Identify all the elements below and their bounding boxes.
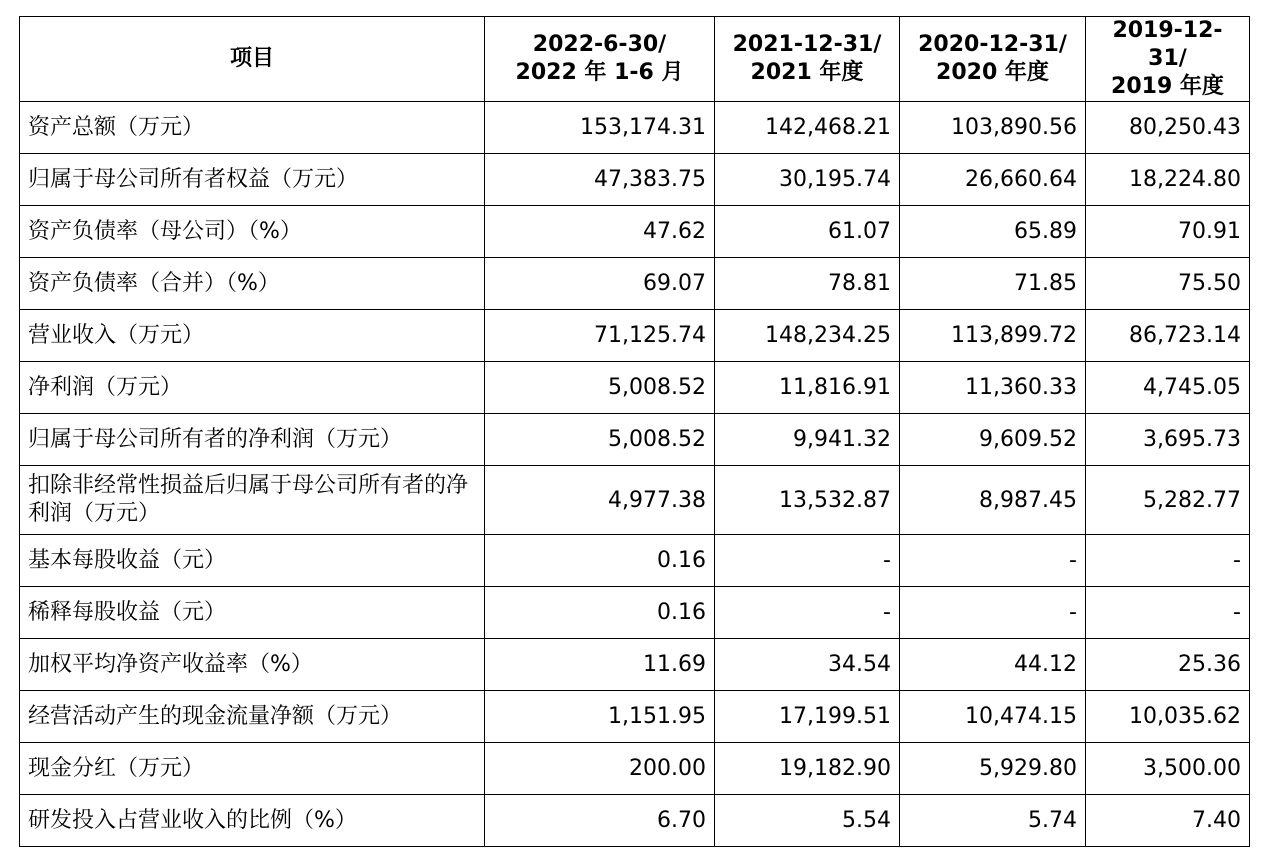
cell-value: 200.00 [485,743,715,795]
cell-value: 5,929.80 [900,743,1086,795]
cell-value: 142,468.21 [715,102,900,154]
row-label: 研发投入占营业收入的比例（%） [20,795,485,847]
row-label: 净利润（万元） [20,362,485,414]
cell-value: 18,224.80 [1086,154,1250,206]
cell-value: 4,745.05 [1086,362,1250,414]
header-2022h1: 2022-6-30/ 2022 年 1-6 月 [485,17,715,102]
cell-value: 5.74 [900,795,1086,847]
table-row [20,639,1250,691]
cell-value: - [1086,587,1250,639]
cell-value: 75.50 [1086,258,1250,310]
cell-value: 148,234.25 [715,310,900,362]
cell-value: 61.07 [715,206,900,258]
table-row [20,691,1250,743]
cell-value: 8,987.45 [900,466,1086,535]
header-2020: 2020-12-31/ 2020 年度 [900,17,1086,102]
cell-value: 0.16 [485,535,715,587]
cell-value: - [715,535,900,587]
cell-value: 1,151.95 [485,691,715,743]
cell-value: 11.69 [485,639,715,691]
cell-value: 19,182.90 [715,743,900,795]
row-label: 现金分红（万元） [20,743,485,795]
cell-value: 30,195.74 [715,154,900,206]
cell-value: 5,282.77 [1086,466,1250,535]
cell-value: 7.40 [1086,795,1250,847]
cell-value: 44.12 [900,639,1086,691]
cell-value: 11,816.91 [715,362,900,414]
table-row [20,795,1250,847]
table-row [20,414,1250,466]
cell-value: 17,199.51 [715,691,900,743]
cell-value: 71.85 [900,258,1086,310]
row-label: 资产负债率（合并）（%） [20,258,485,310]
row-label: 扣除非经常性损益后归属于母公司所有者的净利润（万元） [20,466,485,535]
cell-value: 80,250.43 [1086,102,1250,154]
row-label: 稀释每股收益（元） [20,587,485,639]
table-row [20,743,1250,795]
cell-value: 6.70 [485,795,715,847]
table-header-row [20,17,1250,102]
cell-value: 103,890.56 [900,102,1086,154]
cell-value: 47.62 [485,206,715,258]
row-label: 归属于母公司所有者权益（万元） [20,154,485,206]
row-label: 经营活动产生的现金流量净额（万元） [20,691,485,743]
table-row [20,362,1250,414]
financial-indicators-table [19,16,1250,847]
cell-value: 69.07 [485,258,715,310]
cell-value: 65.89 [900,206,1086,258]
cell-value: 153,174.31 [485,102,715,154]
cell-value: 3,500.00 [1086,743,1250,795]
row-label: 资产负债率（母公司）（%） [20,206,485,258]
cell-value: 71,125.74 [485,310,715,362]
row-label: 基本每股收益（元） [20,535,485,587]
row-label: 营业收入（万元） [20,310,485,362]
cell-value: 0.16 [485,587,715,639]
table-row [20,206,1250,258]
cell-value: 3,695.73 [1086,414,1250,466]
table-row [20,258,1250,310]
table-row [20,310,1250,362]
cell-value: 5.54 [715,795,900,847]
cell-value: - [900,587,1086,639]
table-row [20,154,1250,206]
cell-value: 86,723.14 [1086,310,1250,362]
cell-value: 25.36 [1086,639,1250,691]
row-label: 加权平均净资产收益率（%） [20,639,485,691]
header-2021: 2021-12-31/ 2021 年度 [715,17,900,102]
header-2019: 2019-12-31/ 2019 年度 [1086,17,1250,102]
cell-value: 70.91 [1086,206,1250,258]
cell-value: 9,941.32 [715,414,900,466]
cell-value: 10,035.62 [1086,691,1250,743]
cell-value: 4,977.38 [485,466,715,535]
financial-table-container [19,16,1250,847]
cell-value: 78.81 [715,258,900,310]
table-row [20,102,1250,154]
table-row [20,535,1250,587]
cell-value: 34.54 [715,639,900,691]
cell-value: 9,609.52 [900,414,1086,466]
cell-value: 11,360.33 [900,362,1086,414]
row-label: 归属于母公司所有者的净利润（万元） [20,414,485,466]
row-label: 资产总额（万元） [20,102,485,154]
cell-value: - [715,587,900,639]
cell-value: 10,474.15 [900,691,1086,743]
cell-value: - [900,535,1086,587]
cell-value: 26,660.64 [900,154,1086,206]
cell-value: 113,899.72 [900,310,1086,362]
header-item: 项目 [20,17,485,102]
cell-value: 47,383.75 [485,154,715,206]
cell-value: 5,008.52 [485,414,715,466]
cell-value: 13,532.87 [715,466,900,535]
cell-value: 5,008.52 [485,362,715,414]
cell-value: - [1086,535,1250,587]
table-row [20,587,1250,639]
table-row [20,466,1250,535]
